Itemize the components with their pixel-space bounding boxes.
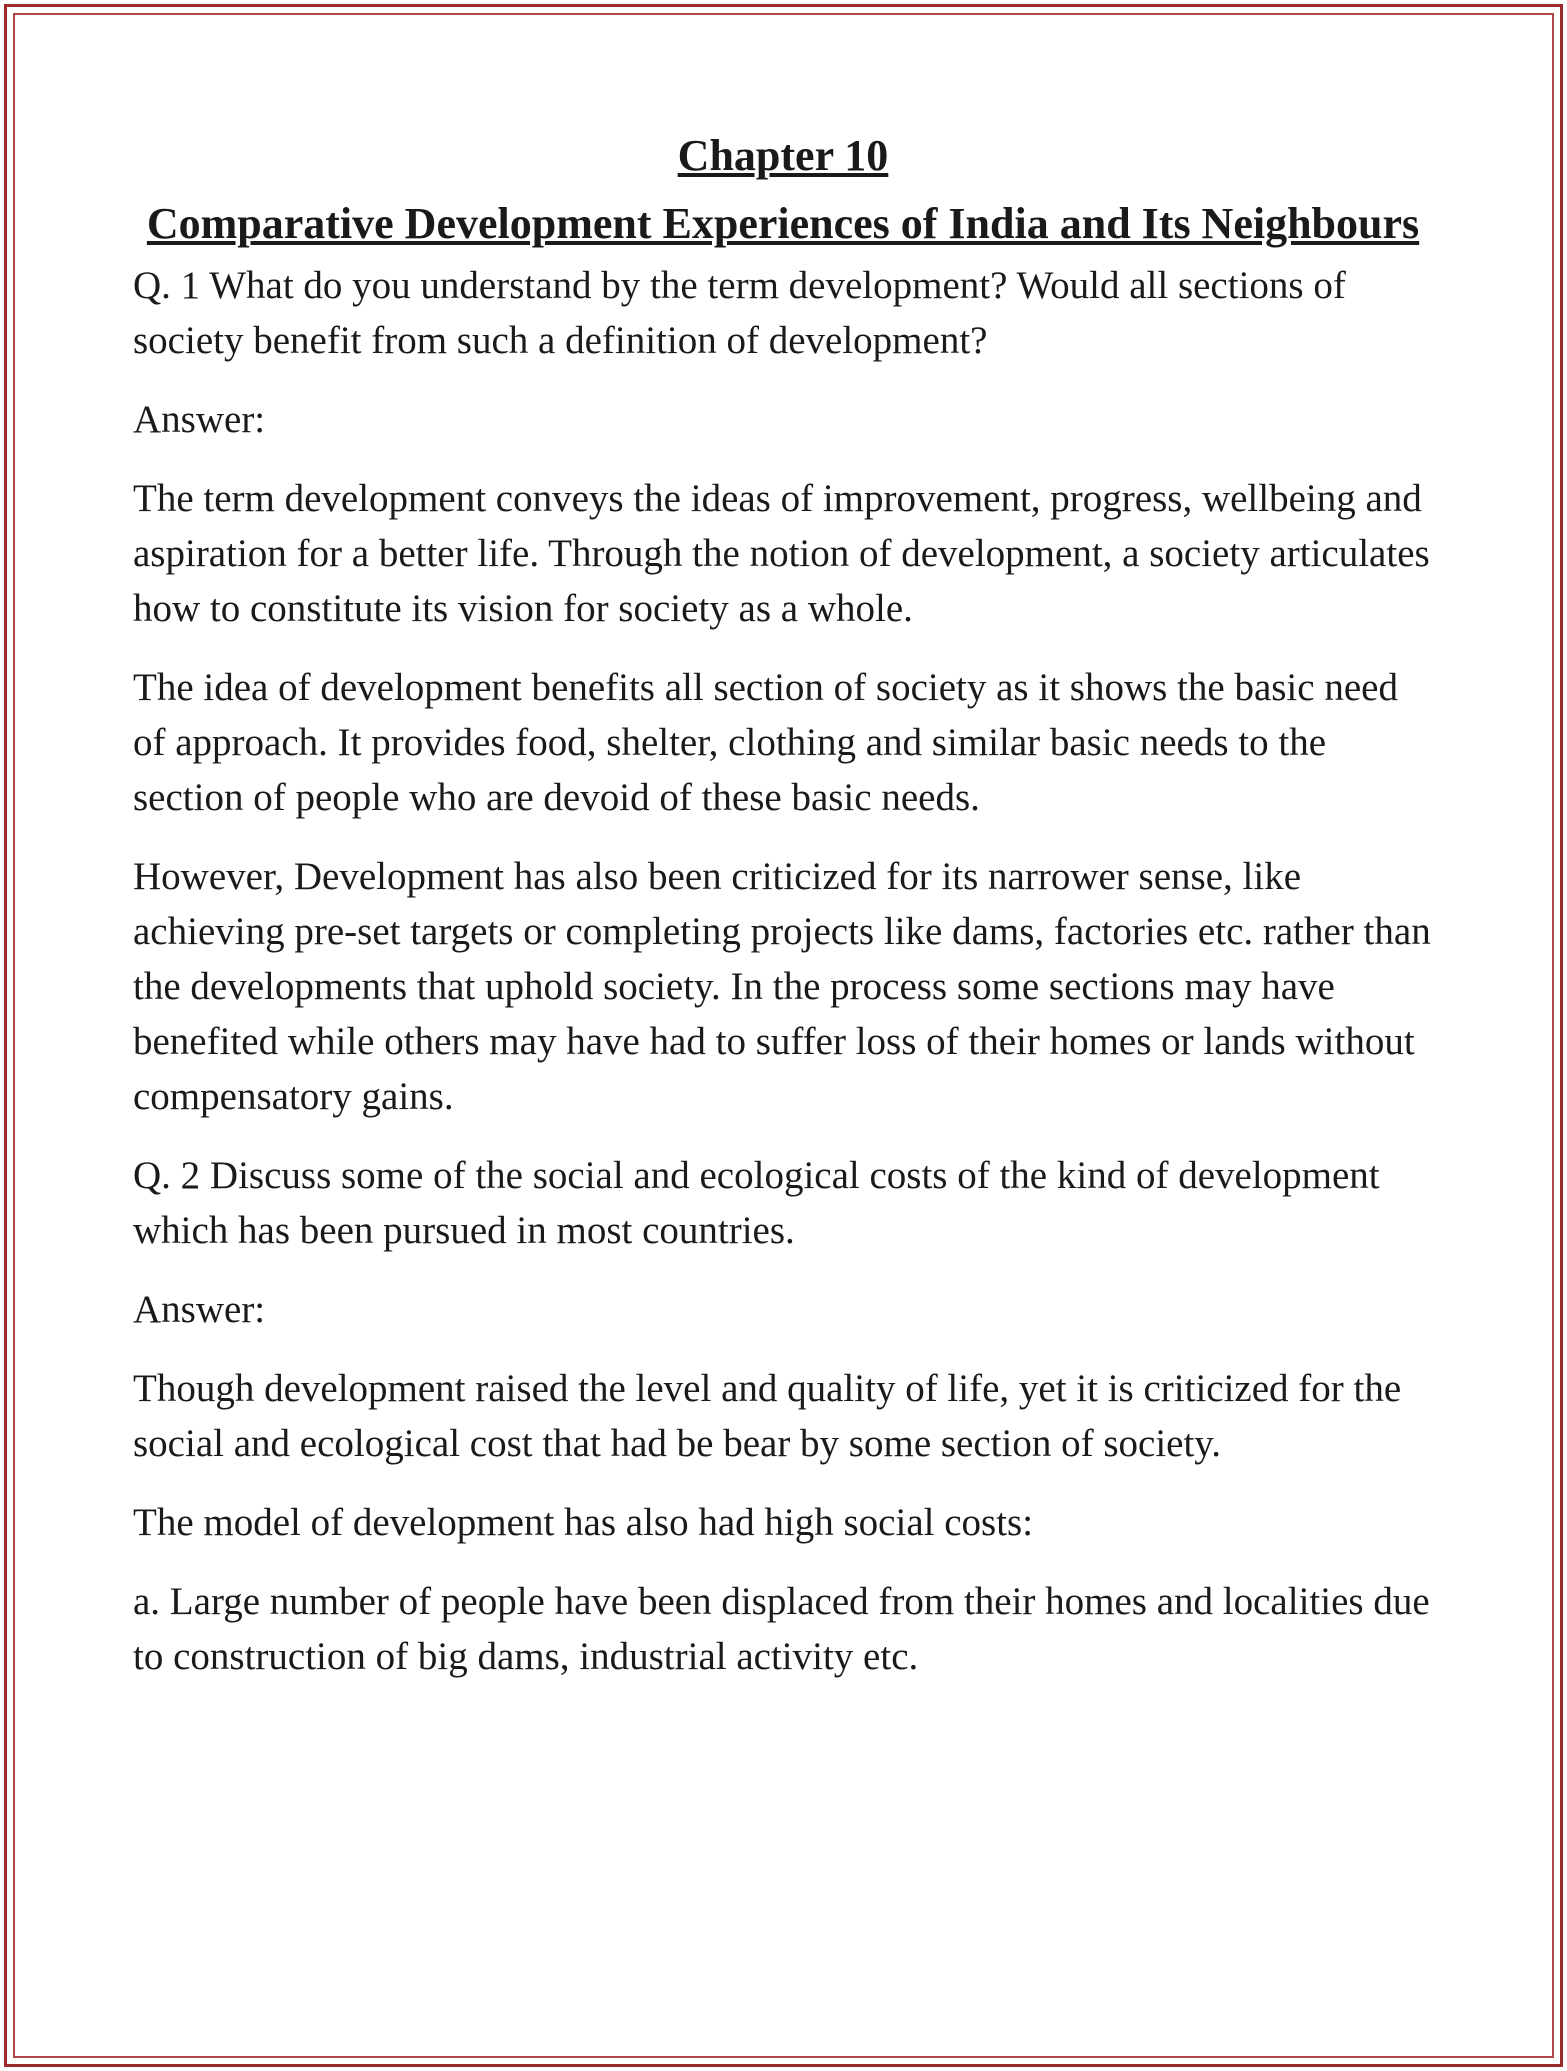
chapter-title: Comparative Development Experiences of India and Its Neighbours [146, 199, 1420, 248]
answer-1-paragraph-3: However, Development has also been criticized for its narrower sense, like achieving pre-set targets or completing projects like dams, factories etc. rather than the developments that uphold society. In the process some sections may have benefited while others may have had to suffer loss of their homes or lands without compensatory gains. [133, 855, 1431, 1118]
answer-1-paragraph-1: The term development conveys the ideas of improvement, progress, wellbeing and aspiration for a better life. Through the notion of development, a society articulates how to constitute its vision for society as a whole. [133, 477, 1430, 630]
answer-2-paragraph-1: Though development raised the level and quality of life, yet it is criticized for the social and ecological cost that had be bear by some section of society. [133, 1367, 1402, 1465]
answer-2-point-a: a. Large number of people have been displaced from their homes and localities due to construction of big dams, industrial activity etc. [133, 1580, 1430, 1678]
answer-label-2: Answer: [133, 1288, 266, 1331]
question-1: Q. 1 What do you understand by the term development? Would all sections of society benefit from such a definition of development? [133, 264, 1346, 362]
answer-1-paragraph-2: The idea of development benefits all section of society as it shows the basic need of approach. It provides food, shelter, clothing and similar basic needs to the section of people who are devoid of these basic needs. [133, 666, 1398, 819]
document-body [133, 128, 1433, 1708]
question-2: Q. 2 Discuss some of the social and ecological costs of the kind of development which has been pursued in most countries. [133, 1154, 1380, 1252]
answer-2-paragraph-2: The model of development has also had high social costs: [133, 1501, 1034, 1544]
answer-label-1: Answer: [133, 398, 266, 441]
chapter-label: Chapter 10 [677, 131, 889, 180]
